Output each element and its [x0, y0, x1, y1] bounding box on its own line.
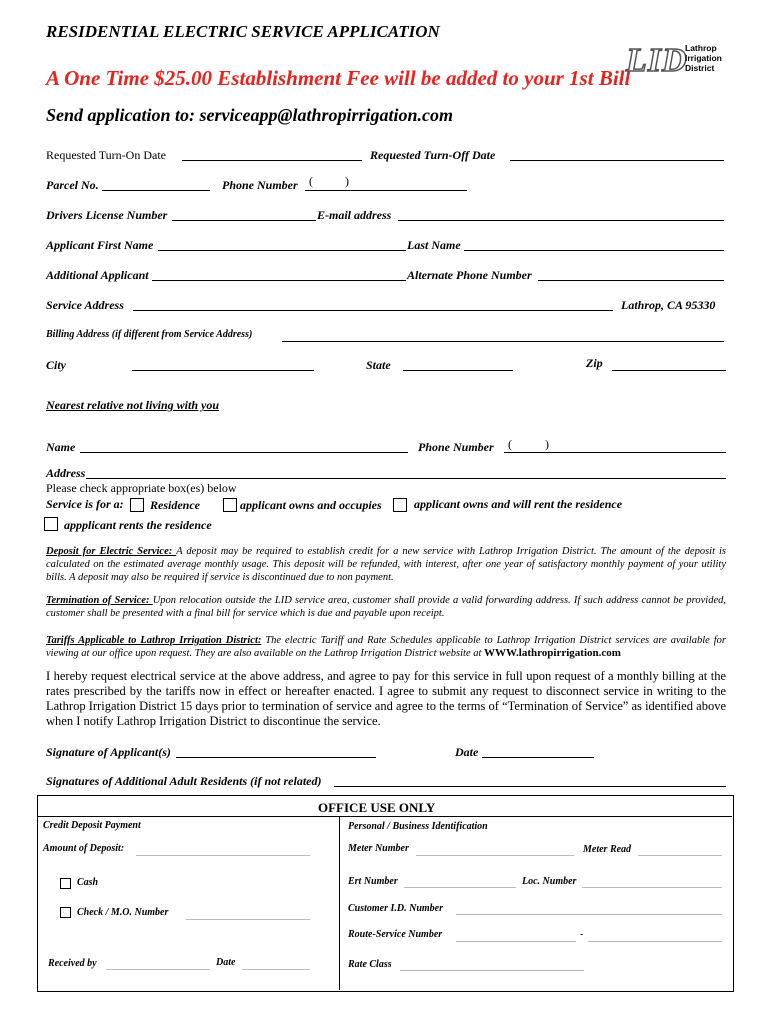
applicant-rents-checkbox[interactable]: [44, 517, 58, 531]
owns-occupies-checkbox[interactable]: [223, 498, 237, 512]
relative-phone-label: Phone Number: [418, 440, 494, 454]
city-label: City: [46, 358, 66, 372]
ert-number-label: Ert Number: [348, 876, 398, 887]
relative-address-label: Address: [46, 466, 86, 480]
customer-id-label: Customer I.D. Number: [348, 903, 444, 914]
additional-signatures-field[interactable]: [334, 786, 726, 787]
residence-checkbox[interactable]: [130, 498, 144, 512]
route-field[interactable]: [456, 941, 576, 942]
office-title: OFFICE USE ONLY: [318, 800, 436, 815]
termination-paragraph: [46, 594, 726, 620]
termination-lead: Termination of Service:: [46, 595, 153, 606]
additional-signatures-label: Signatures of Additional Adult Residents (if not related): [46, 774, 322, 788]
turn-on-field[interactable]: [182, 160, 362, 161]
tariffs-url[interactable]: WWW.lathropirrigation.com: [484, 647, 621, 659]
turn-on-label: Requested Turn-On Date: [46, 148, 166, 162]
signature-applicant-field[interactable]: [176, 757, 376, 758]
city-field[interactable]: [132, 370, 314, 371]
send-to-line: Send application to: serviceapp@lathropirrigation.com: [46, 105, 453, 125]
service-address-label: Service Address: [46, 298, 124, 312]
loc-number-field[interactable]: [582, 887, 722, 888]
state-field[interactable]: [403, 370, 513, 371]
cash-checkbox[interactable]: [60, 878, 71, 889]
relative-name-field[interactable]: [80, 452, 408, 453]
route-service-label: Route-Service Number: [348, 929, 443, 940]
last-name-field[interactable]: [464, 250, 724, 251]
lid-logo: [626, 42, 736, 78]
state-label: State: [366, 358, 391, 372]
amount-deposit-field[interactable]: [136, 855, 310, 856]
deposit-text: A deposit may be required to establish credit for a new service with Lathrop Irrigation District. The amount of the deposit is calculated on the estimated average monthly usage. This deposit will be refunded, with interest, after one year of satisfactory monthly payment of your utility bills. A deposit may also be required if service is discontinued due to non payment.: [46, 546, 726, 583]
turn-off-field[interactable]: [510, 160, 724, 161]
relative-phone-paren-open: (: [508, 437, 512, 451]
first-name-field[interactable]: [158, 250, 406, 251]
lid-logo-line2: Irrigation: [685, 53, 722, 63]
relative-phone-paren-close: ): [545, 437, 549, 451]
signature-date-label: Date: [455, 745, 479, 759]
phone-paren-open: (: [309, 174, 313, 188]
lid-logo-line1: Lathrop: [685, 43, 717, 53]
deposit-lead: Deposit for Electric Service:: [46, 546, 177, 557]
amount-deposit-label: Amount of Deposit:: [43, 843, 125, 854]
cash-label: Cash: [77, 877, 99, 888]
tariffs-paragraph: [46, 634, 726, 660]
applicant-rents-label: appplicant rents the residence: [64, 518, 212, 532]
relative-heading: Nearest relative not living with you: [46, 398, 219, 412]
lid-logo-mark: LID: [626, 42, 688, 79]
personal-id-header: Personal / Business Identification: [348, 821, 488, 832]
phone-field[interactable]: [305, 190, 467, 191]
parcel-label: Parcel No.: [46, 178, 99, 192]
agreement-paragraph: I hereby request electrical service at the above address, and agree to pay for this service in full upon request of a monthly billing at the rates prescribed by the tariffs now in effect or hereafter enacted. I agree to submit any request to disconnect service in writing to the Lathrop Irrigation District 15 days prior to termination of service and agree to the terms of “Termination of Service” as identified above when I notify Lathrop Irrigation District to discontinue the service.: [46, 669, 726, 728]
termination-text: Upon relocation outside the LID service area, customer shall provide a valid forwarding address. If such address cannot be provided, customer shall be presented with a final bill for service which is due and payable upon receipt.: [46, 595, 726, 619]
dl-label: Drivers License Number: [46, 208, 168, 222]
billing-address-label: Billing Address (if different from Service Address): [46, 329, 253, 340]
additional-applicant-label: Additional Applicant: [46, 268, 149, 282]
meter-number-field[interactable]: [416, 855, 574, 856]
service-city-state: Lathrop, CA 95330: [621, 298, 716, 312]
relative-address-field[interactable]: [86, 478, 726, 479]
first-name-label: Applicant First Name: [46, 238, 154, 252]
phone-paren-close: ): [345, 174, 349, 188]
last-name-label: Last Name: [407, 238, 461, 252]
additional-applicant-field[interactable]: [152, 280, 406, 281]
owns-occupies-label: applicant owns and occupies: [240, 498, 382, 512]
tariffs-lead: Tariffs Applicable to Lathrop Irrigation District:: [46, 635, 262, 646]
rate-class-field[interactable]: [400, 970, 584, 971]
service-number-field[interactable]: [588, 941, 722, 942]
loc-number-label: Loc. Number: [522, 876, 577, 887]
office-date-label: Date: [216, 957, 236, 968]
check-instruction: Please check appropriate box(es) below: [46, 481, 237, 495]
meter-number-label: Meter Number: [348, 843, 409, 854]
deposit-paragraph: [46, 545, 726, 584]
billing-address-field[interactable]: [282, 341, 724, 342]
form-title: RESIDENTIAL ELECTRIC SERVICE APPLICATION: [46, 22, 440, 41]
tariffs-text: The electric Tariff and Rate Schedules applicable to Lathrop Irrigation District services are available for viewing at our office upon request. They are also available on the Lathrop Irrigation District website at: [46, 635, 726, 659]
phone-label: Phone Number: [222, 178, 298, 192]
received-by-label: Received by: [48, 958, 97, 969]
check-mo-label: Check / M.O. Number: [77, 907, 169, 918]
owns-rents-checkbox[interactable]: [393, 498, 407, 512]
signature-applicant-label: Signature of Applicant(s): [46, 745, 171, 759]
meter-read-label: Meter Read: [583, 844, 632, 855]
dl-field[interactable]: [172, 220, 316, 221]
received-by-field[interactable]: [106, 969, 210, 970]
email-field[interactable]: [398, 220, 724, 221]
service-address-field[interactable]: [133, 310, 613, 311]
meter-read-field[interactable]: [638, 855, 722, 856]
zip-label: Zip: [586, 356, 603, 370]
email-label: E-mail address: [317, 208, 392, 222]
route-dash: -: [580, 929, 584, 940]
residence-option-label: Residence: [150, 498, 200, 512]
customer-id-field[interactable]: [456, 914, 722, 915]
service-for-label: Service is for a:: [46, 497, 124, 511]
parcel-field[interactable]: [102, 190, 210, 191]
office-divider: [339, 816, 340, 990]
owns-rents-label: applicant owns and will rent the residence: [414, 497, 623, 511]
signature-date-field[interactable]: [482, 757, 594, 758]
lid-logo-line3: District: [685, 63, 715, 73]
check-mo-field[interactable]: [186, 919, 310, 920]
credit-deposit-header: Credit Deposit Payment: [43, 820, 141, 831]
office-date-field[interactable]: [242, 969, 310, 970]
relative-phone-field[interactable]: [504, 452, 726, 453]
turn-off-label: Requested Turn-Off Date: [370, 148, 496, 162]
zip-field[interactable]: [612, 370, 726, 371]
alt-phone-field[interactable]: [538, 280, 724, 281]
relative-name-label: Name: [46, 440, 76, 454]
ert-number-field[interactable]: [404, 887, 516, 888]
rate-class-label: Rate Class: [348, 959, 392, 970]
office-title-rule: [37, 816, 732, 817]
check-mo-checkbox[interactable]: [60, 907, 71, 918]
fee-notice: A One Time $25.00 Establishment Fee will be added to your 1st Bill: [46, 66, 631, 90]
alt-phone-label: Alternate Phone Number: [407, 268, 532, 282]
